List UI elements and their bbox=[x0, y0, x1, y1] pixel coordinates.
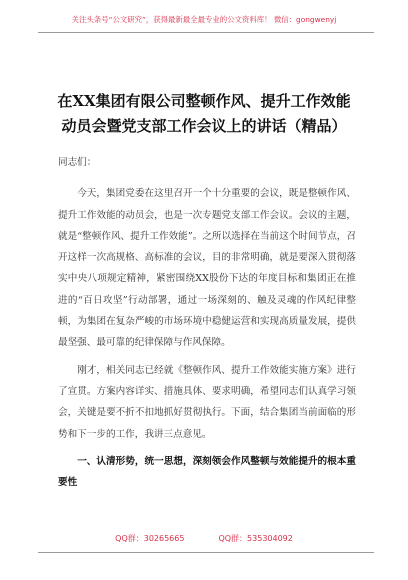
document-title-line-1: 在XX集团有限公司整顿作风、提升工作效能 bbox=[57, 92, 351, 110]
footer-qq-group-1: QQ群：30265665 bbox=[115, 534, 185, 543]
paragraph-opening: 今天，集团党委在这里召开一个十分重要的会议，既是整顿作风、提升工作效能的动员会，也是一次专题党支部工作会议。会议的主题，就是“整顿作风、提升工作效能”。之所以选择在当前这个时间节点，召开这样一次高规格、高标准的会议，目的非常明确，就是要深入贯彻落实中央八项规定精神，紧密围绕XX股份下达的年度目标和集团正在推进的“百日攻坚”行动部署，通过一场深刻的、触及灵魂的作风纪律整顿，为集团在复杂严峻的市场环境中稳健运营和实现高质量发展，提供最坚强、最可靠的纪律保障与作风保障。 bbox=[58, 188, 356, 349]
page-footer bbox=[0, 533, 408, 544]
header-divider bbox=[38, 32, 374, 33]
page-header-banner: 关注头条号“公文研究”，获得最新最全最专业的公文资料库！ 微信：gongwenyj bbox=[71, 15, 337, 24]
document-body bbox=[58, 152, 356, 493]
document-title-line-2: 动员会暨党支部工作会议上的讲话（精品） bbox=[61, 117, 347, 135]
paragraph-plan: 刚才，相关同志已经就《整顿作风、提升工作效能实施方案》进行了宣贯。方案内容详实、措施具体、要求明确，希望同志们认真学习领会，关键是要不折不扣地抓好贯彻执行。下面，结合集团当前面临的形势和下一步的工作，我讲三点意见。 bbox=[58, 364, 356, 440]
greeting: 同志们： bbox=[58, 157, 97, 168]
section-heading-1: 一、认清形势，统一思想，深刻领会作风整顿与效能提升的根本重要性 bbox=[58, 455, 356, 489]
footer-qq-group-2: QQ群：535304092 bbox=[218, 534, 293, 543]
footer-divider bbox=[38, 552, 374, 553]
document-title bbox=[30, 89, 378, 139]
